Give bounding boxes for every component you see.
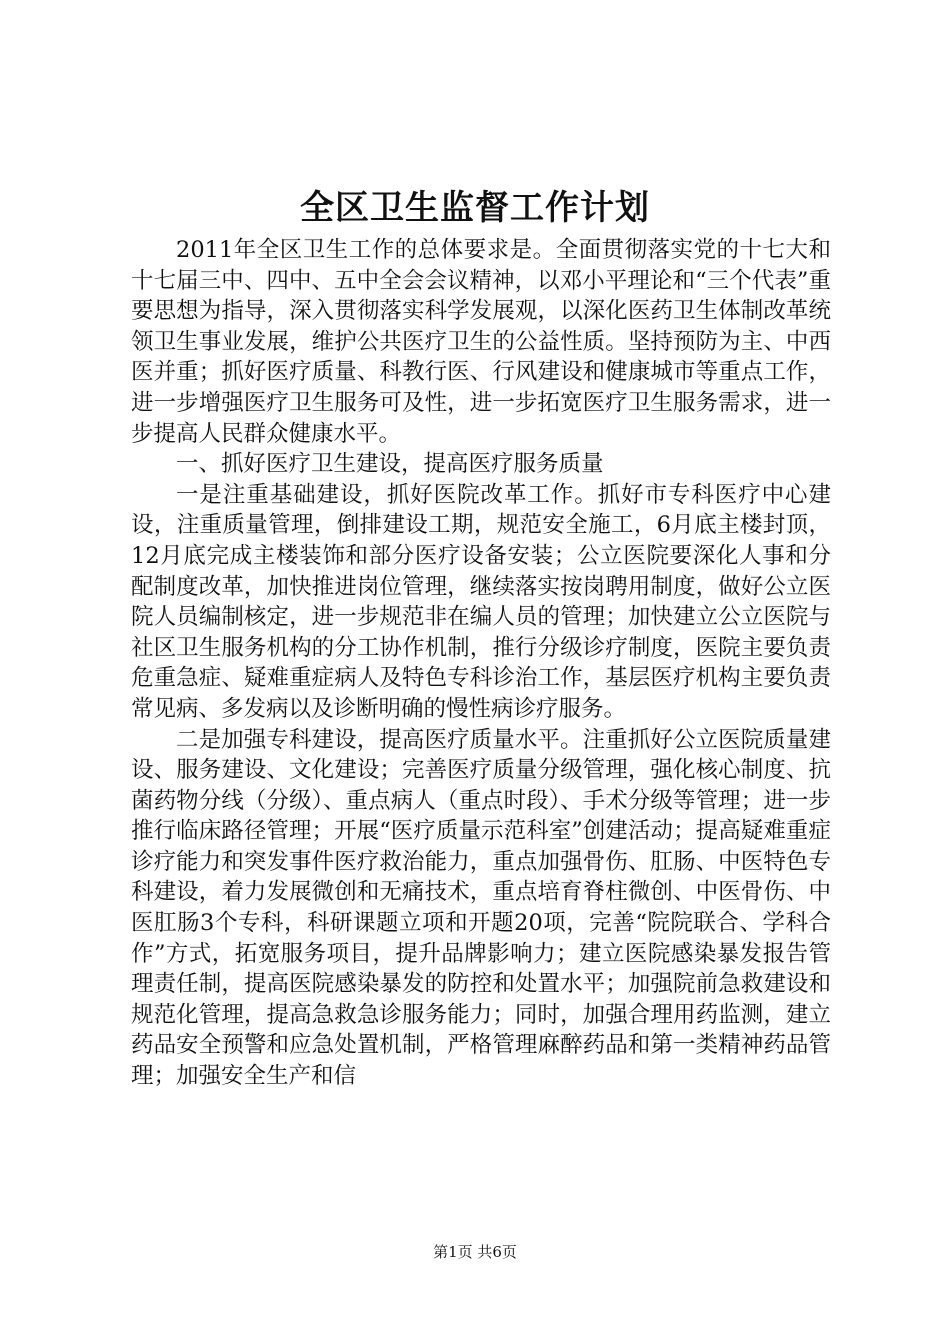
document-title: 全区卫生监督工作计划 bbox=[300, 188, 650, 228]
paragraph-item-1: 一是注重基础建设，抓好医院改革工作。抓好市专科医疗中心建设，注重质量管理，倒排建设工期，规范安全施工，6月底主楼封顶，12月底完成主楼装饰和部分医疗设备安装；公立医院要深化人事和分配制度改革，加快推进岗位管理，继续落实按岗聘用制度，做好公立医院人员编制核定，进一步规范非在编人员的管理；加快建立公立医院与社区卫生服务机构的分工协作机制，推行分级诊疗制度，医院主要负责危重急症、疑难重症病人及特色专科诊治工作，基层医疗机构主要负责常见病、多发病以及诊断明确的慢性病诊疗服务。 bbox=[131, 481, 831, 722]
document-body bbox=[131, 235, 831, 1092]
page-number-label: 第1页 共6页 bbox=[433, 1243, 517, 1261]
section-heading-1: 一、抓好医疗卫生建设，提高医疗服务质量 bbox=[176, 451, 604, 478]
page-footer bbox=[0, 1241, 950, 1263]
paragraph-intro: 2011年全区卫生工作的总体要求是。全面贯彻落实党的十七大和十七届三中、四中、五中全会会议精神，以邓小平理论和“三个代表”重要思想为指导，深入贯彻落实科学发展观，以深化医药卫生体制改革统领卫生事业发展，维护公共医疗卫生的公益性质。坚持预防为主、中西医并重；抓好医疗质量、科教行医、行风建设和健康城市等重点工作，进一步增强医疗卫生服务可及性，进一步拓宽医疗卫生服务需求，进一步提高人民群众健康水平。 bbox=[131, 237, 831, 447]
paragraph-item-2: 二是加强专科建设，提高医疗质量水平。注重抓好公立医院质量建设、服务建设、文化建设；完善医疗质量分级管理，强化核心制度、抗菌药物分线（分级）、重点病人（重点时段）、手术分级等管理；进一步推行临床路径管理；开展“医疗质量示范科室”创建活动；提高疑难重症诊疗能力和突发事件医疗救治能力，重点加强骨伤、肛肠、中医特色专科建设，着力发展微创和无痛技术，重点培育脊柱微创、中医骨伤、中医肛肠3个专科，科研课题立项和开题20项，完善“院院联合、学科合作”方式，拓宽服务项目，提升品牌影响力；建立医院感染暴发报告管理责任制，提高医院感染暴发的防控和处置水平；加强院前急救建设和规范化管理，提高急救急诊服务能力；同时，加强合理用药监测，建立药品安全预警和应急处置机制，严格管理麻醉药品和第一类精神药品管理；加强安全生产和信 bbox=[131, 726, 831, 1090]
